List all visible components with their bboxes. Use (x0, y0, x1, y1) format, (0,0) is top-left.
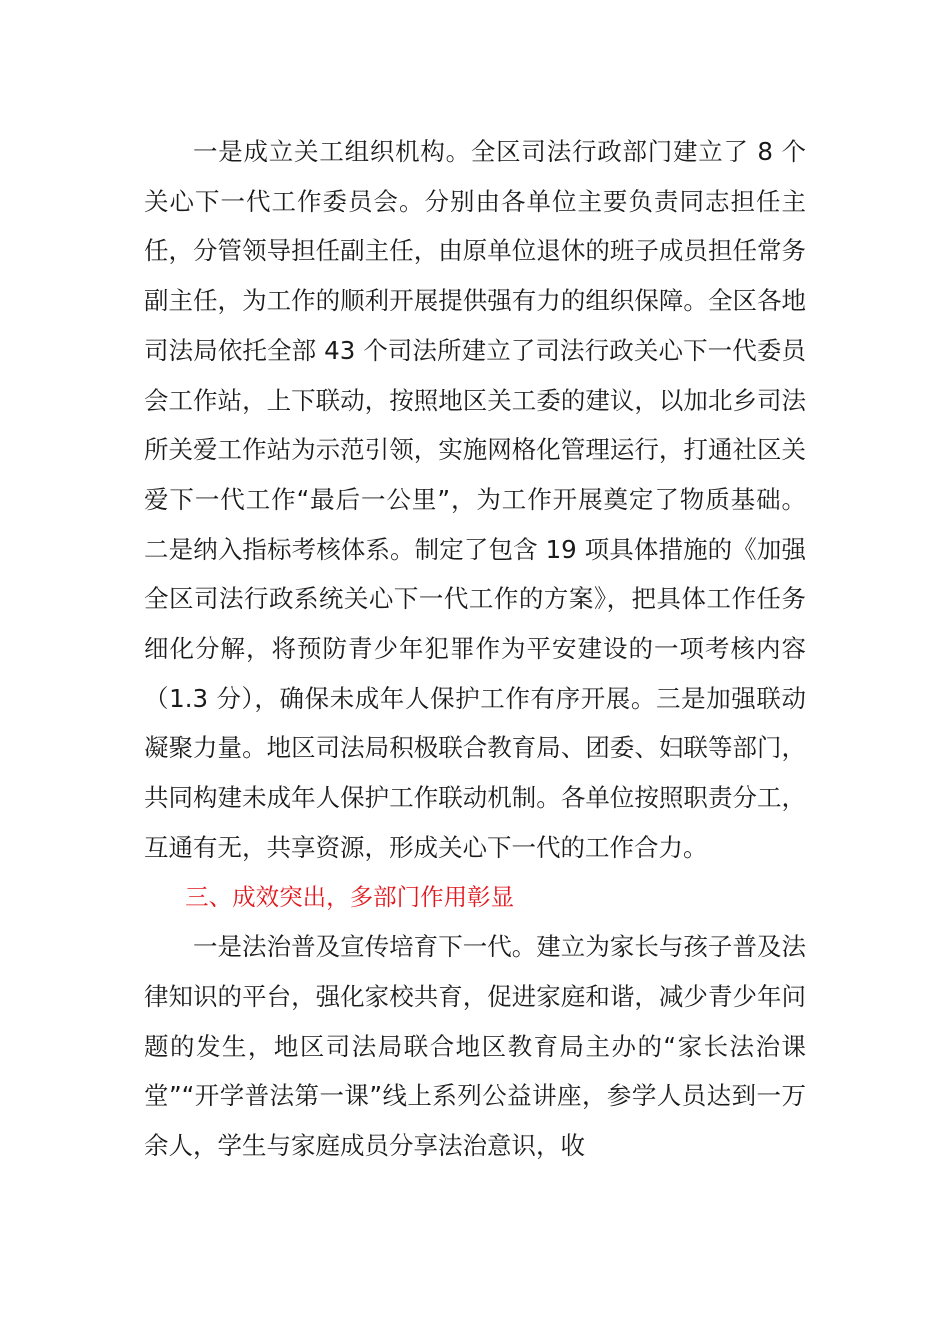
document-body (144, 127, 806, 1171)
section-heading: 三、成效突出，多部门作用彰显 (185, 882, 515, 911)
body-paragraph: 一是法治普及宣传培育下一代。建立为家长与孩子普及法律知识的平台，强化家校共育，促进家庭和谐，减少青少年问题的发生，地区司法局联合地区教育局主办的“家长法治课堂”“开学普法第一课”线上系列公益讲座，参学人员达到一万余人，学生与家庭成员分享法治意识，收 (144, 932, 806, 1161)
body-paragraph: 一是成立关工组织机构。全区司法行政部门建立了 8 个关心下一代工作委员会。分别由各单位主要负责同志担任主任，分管领导担任副主任，由原单位退休的班子成员担任常务副主任，为工作的顺利开展提供强有力的组织保障。全区各地司法局依托全部 43 个司法所建立了司法行政关心下一代委员会工作站，上下联动，按照地区关工委的建议，以加北乡司法所关爱工作站为示范引领，实施网格化管理运行，打通社区关爱下一代工作“最后一公里”，为工作开展奠定了物质基础。二是纳入指标考核体系。制定了包含 19 项具体措施的《加强全区司法行政系统关心下一代工作的方案》，把具体工作任务细化分解，将预防青少年犯罪作为平安建设的一项考核内容（1.3 分），确保未成年人保护工作有序开展。三是加强联动凝聚力量。地区司法局积极联合教育局、团委、妇联等部门，共同构建未成年人保护工作联动机制。各单位按照职责分工，互通有无，共享资源，形成关心下一代的工作合力。 (144, 137, 806, 862)
